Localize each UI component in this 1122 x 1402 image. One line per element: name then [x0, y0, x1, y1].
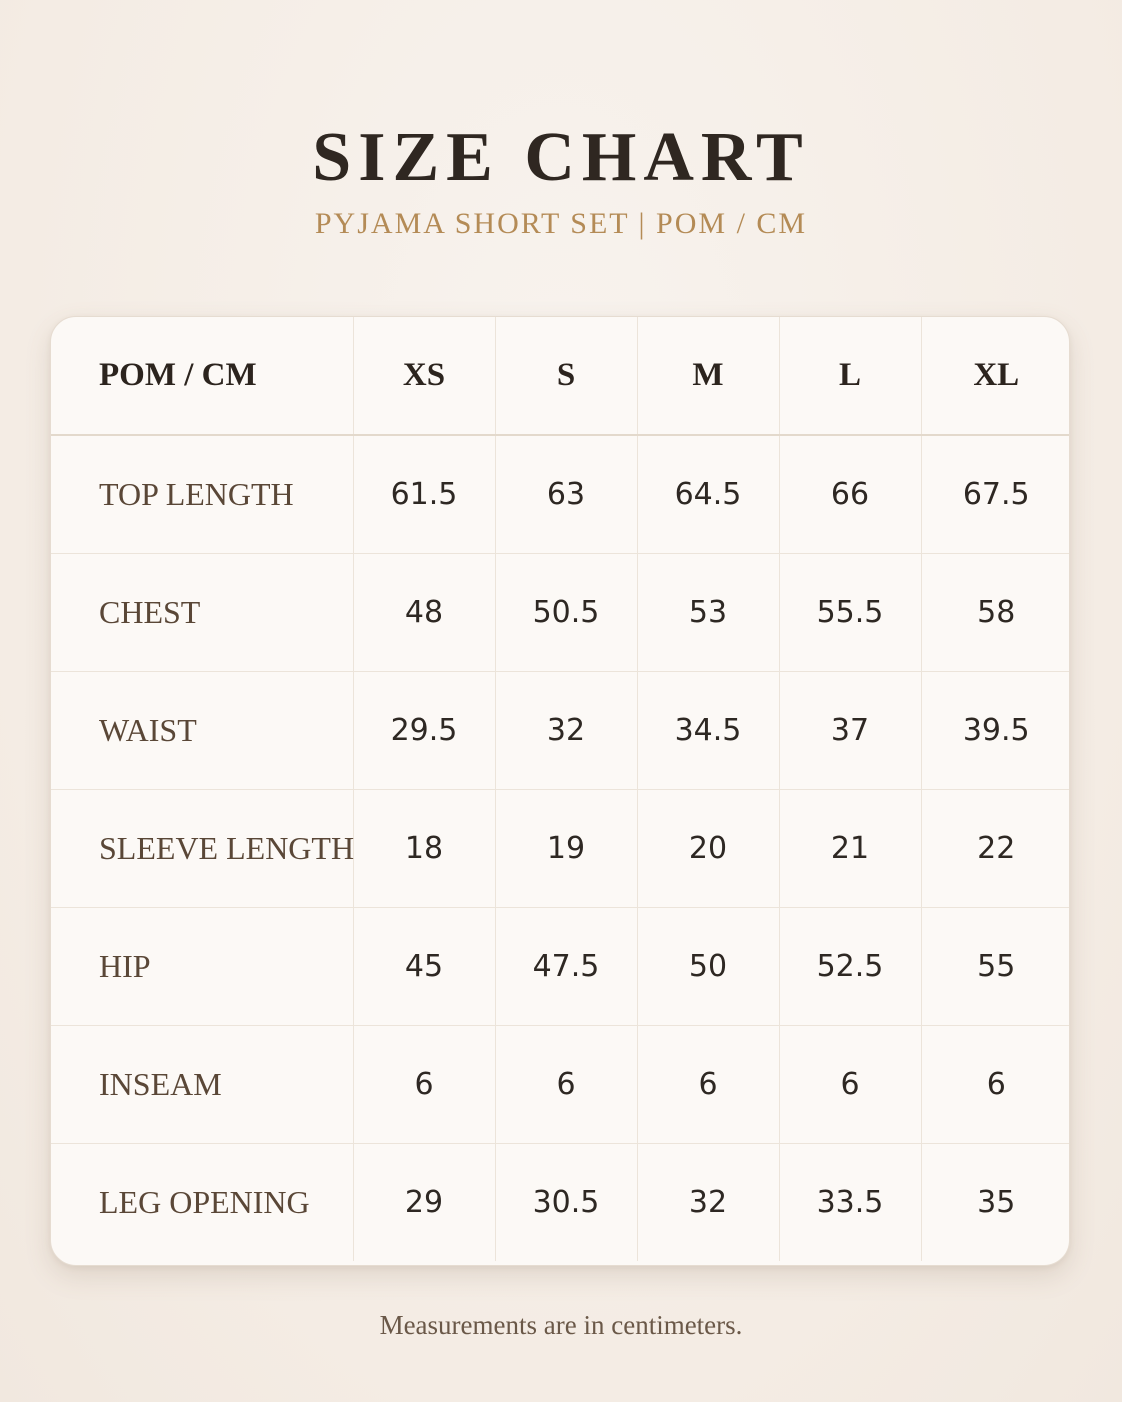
table-cell: 55	[921, 907, 1070, 1025]
size-chart-table	[51, 317, 1070, 1261]
table-cell: 53	[637, 553, 779, 671]
page-title: SIZE CHART	[312, 119, 810, 196]
table-cell: 6	[495, 1025, 637, 1143]
table-cell: 6	[637, 1025, 779, 1143]
table-cell: 67.5	[921, 435, 1070, 553]
table-cell: 47.5	[495, 907, 637, 1025]
row-label: LEG OPENING	[51, 1143, 353, 1261]
table-cell: 6	[779, 1025, 921, 1143]
table-cell: 20	[637, 789, 779, 907]
table-row	[51, 1143, 1070, 1261]
table-row	[51, 907, 1070, 1025]
table-cell: 35	[921, 1143, 1070, 1261]
table-header-row	[51, 317, 1070, 435]
table-cell: 6	[353, 1025, 495, 1143]
table-cell: 58	[921, 553, 1070, 671]
table-cell: 18	[353, 789, 495, 907]
header-pom-cm: POM / CM	[51, 317, 353, 435]
row-label: CHEST	[51, 553, 353, 671]
table-cell: 50	[637, 907, 779, 1025]
table-cell: 19	[495, 789, 637, 907]
table-cell: 32	[637, 1143, 779, 1261]
table-cell: 33.5	[779, 1143, 921, 1261]
table-cell: 29	[353, 1143, 495, 1261]
table-row	[51, 1025, 1070, 1143]
header-size-s: S	[495, 317, 637, 435]
measurement-note: Measurements are in centimeters.	[379, 1310, 743, 1340]
table-cell: 30.5	[495, 1143, 637, 1261]
row-label: TOP LENGTH	[51, 435, 353, 553]
header-size-xl: XL	[921, 317, 1070, 435]
table-cell: 32	[495, 671, 637, 789]
row-label: INSEAM	[51, 1025, 353, 1143]
table-row	[51, 435, 1070, 553]
table-row	[51, 553, 1070, 671]
header-size-xs: XS	[353, 317, 495, 435]
size-chart-card	[50, 316, 1070, 1266]
table-cell: 6	[921, 1025, 1070, 1143]
page-subtitle: PYJAMA SHORT SET | POM / CM	[314, 207, 808, 240]
table-cell: 39.5	[921, 671, 1070, 789]
table-cell: 66	[779, 435, 921, 553]
table-cell: 61.5	[353, 435, 495, 553]
table-cell: 55.5	[779, 553, 921, 671]
table-cell: 50.5	[495, 553, 637, 671]
table-row	[51, 789, 1070, 907]
row-label: WAIST	[51, 671, 353, 789]
table-cell: 48	[353, 553, 495, 671]
table-cell: 22	[921, 789, 1070, 907]
table-cell: 37	[779, 671, 921, 789]
header-size-l: L	[779, 317, 921, 435]
table-row	[51, 671, 1070, 789]
row-label: HIP	[51, 907, 353, 1025]
header-size-m: M	[637, 317, 779, 435]
table-cell: 34.5	[637, 671, 779, 789]
table-cell: 45	[353, 907, 495, 1025]
table-cell: 64.5	[637, 435, 779, 553]
table-cell: 63	[495, 435, 637, 553]
table-cell: 52.5	[779, 907, 921, 1025]
table-cell: 21	[779, 789, 921, 907]
table-cell: 29.5	[353, 671, 495, 789]
row-label: SLEEVE LENGTH	[51, 789, 353, 907]
